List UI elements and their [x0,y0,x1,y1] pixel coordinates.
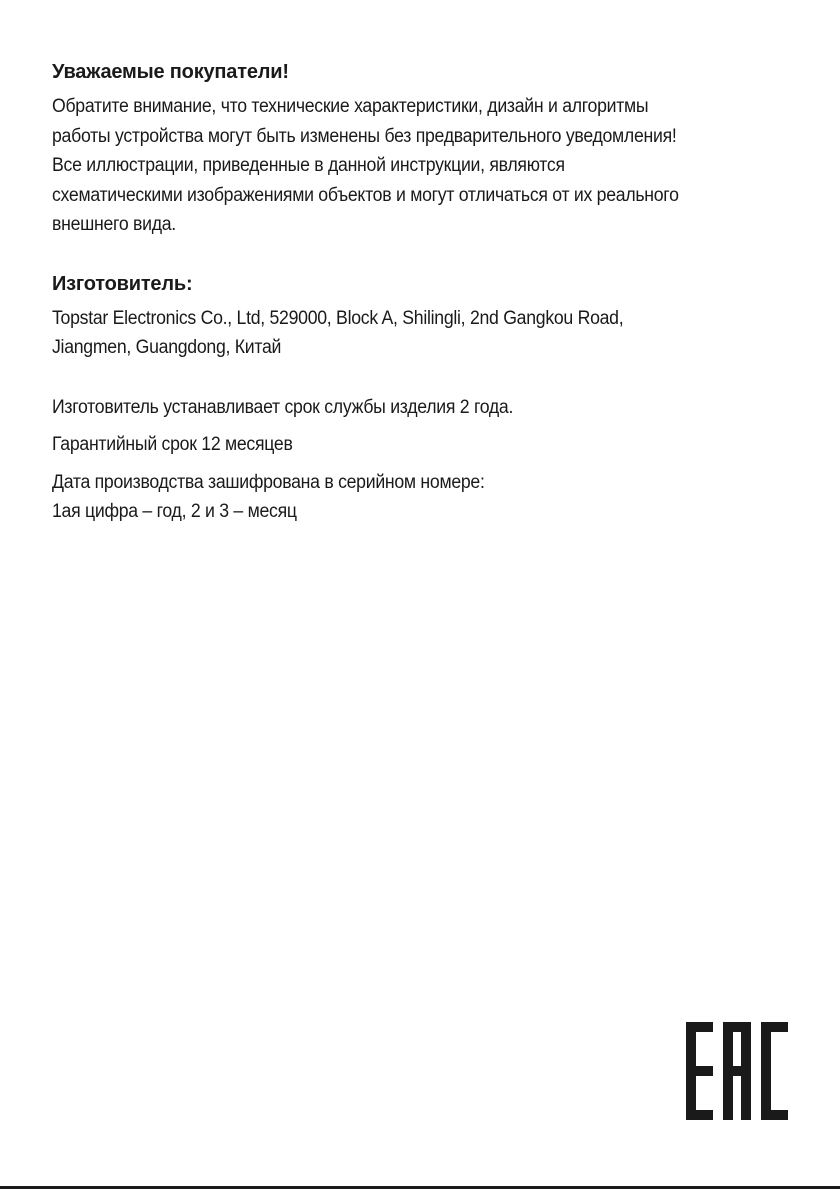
notice-text [52,92,815,240]
address-line: Jiangmen, Guangdong, Китай [52,337,282,358]
service-life-line: Изготовитель устанавливает срок службы изделия 2 года. [52,396,514,418]
manufacturer-heading: Изготовитель: [52,272,193,295]
notice-line: работы устройства могут быть изменены без предварительного уведомления! [52,125,677,147]
notice-heading: Уважаемые покупатели! [52,61,289,83]
production-date-line: Дата производства зашифрована в серийном номере: [52,471,485,493]
eac-certification-mark-icon [686,1022,788,1120]
address-line: Topstar Electronics Co., Ltd, 529000, Block A, Shilingli, 2nd Gangkou Road, [52,307,624,329]
notice-line: Все иллюстрации, приведенные в данной инструкции, являются [52,155,565,176]
manufacturer-address [52,304,815,363]
notice-line: схематическими изображениями объектов и могут отличаться от их реального [52,184,679,206]
production-date-line: 1ая цифра – год, 2 и 3 – месяц [52,501,297,522]
warranty-text [52,430,815,460]
notice-line: Обратите внимание, что технические характеристики, дизайн и алгоритмы [52,96,649,117]
production-date-text [52,468,815,527]
notice-line: внешнего вида. [52,214,176,235]
document-page [52,58,812,527]
service-life-text [52,393,815,423]
warranty-line: Гарантийный срок 12 месяцев [52,434,293,455]
bottom-rule [0,1186,840,1189]
